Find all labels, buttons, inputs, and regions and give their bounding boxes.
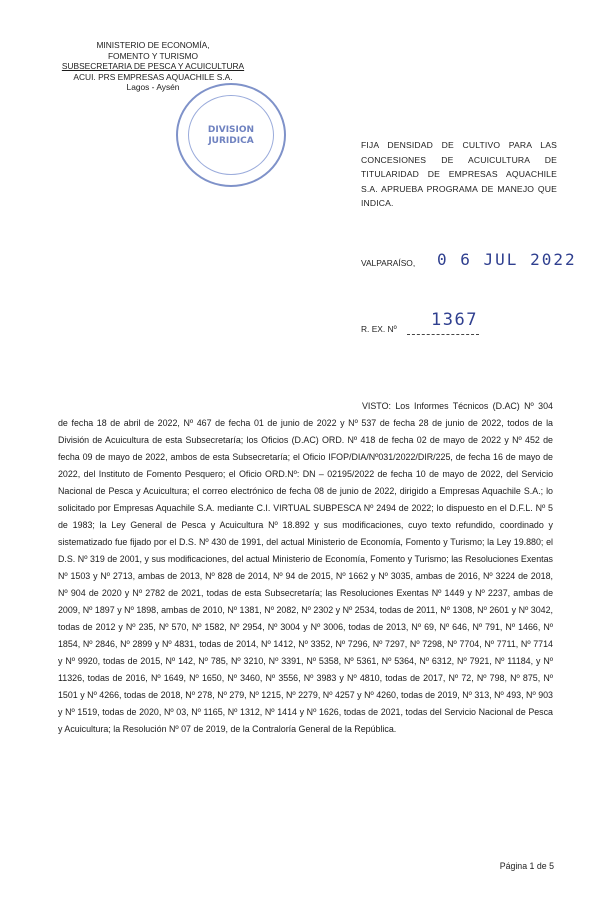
resolution-label: R. EX. Nº xyxy=(361,324,397,334)
header-ministry: MINISTERIO DE ECONOMÍA, xyxy=(96,40,210,50)
resolution-number-block xyxy=(361,310,561,340)
page-number: Página 1 de 5 xyxy=(499,861,554,871)
date-stamp: 0 6 JUL 2022 xyxy=(437,250,577,269)
place-date xyxy=(361,250,581,280)
stamp-text xyxy=(178,125,284,147)
resolution-number: 1367 xyxy=(431,310,478,330)
division-juridica-stamp xyxy=(176,83,286,187)
header-reference: ACUI. PRS EMPRESAS AQUACHILE S.A. xyxy=(73,71,233,82)
resolution-underline xyxy=(407,334,479,335)
place-label: VALPARAÍSO, xyxy=(361,258,416,268)
stamp-line-2: JURIDICA xyxy=(208,136,254,146)
header-ministry-sub: FOMENTO Y TURISMO xyxy=(107,50,199,61)
stamp-line-1: DIVISION xyxy=(207,125,255,135)
header-subsecretaria: SUBSECRETARIA DE PESCA Y ACUICULTURA xyxy=(61,61,245,72)
header-region: Lagos - Aysén xyxy=(126,82,180,93)
resolution-subject: FIJA DENSIDAD DE CULTIVO PARA LAS CONCESIONES DE ACUICULTURA DE TITULARIDAD DE EMPRESAS AQUACHILE S.A. APRUEBA PROGRAMA DE MANEJO QUE INDICA. xyxy=(361,140,557,208)
visto-paragraph: VISTO: Los Informes Técnicos (D.AC) Nº 304 de fecha 18 de abril de 2022, Nº 467 de fecha 01 de junio de 2022 y Nº 537 de fecha 28 de junio de 2022, todos de la División de Acuicultura de esta Subsecretaría; los Oficios (D.AC) ORD. Nº 418 de fecha 02 de mayo de 2022 y Nº 452 de fecha 09 de mayo de 2022, ambos de esta Subsecretaría; el Oficio IFOP/DIA/Nº031/2022/DIR/225, de fecha 16 de mayo de 2022, del Instituto de Fomento Pesquero; el Oficio ORD.Nº: DN – 02195/2022 de fecha 10 de mayo de 2022, del Servicio Nacional de Pesca y Acuicultura; el correo electrónico de fecha 08 de junio de 2022, dirigido a Empresas Aquachile S.A.; lo solicitado por Empresas Aquachile S.A. mediante C.I. VIRTUAL SUBPESCA Nº 2494 de 2022; lo dispuesto en el D.F.L. Nº 5 de 1983; la Ley General de Pesca y Acuicultura Nº 18.892 y sus modificaciones, cuyo texto refundido, coordinado y sistematizado fue fijado por el D.S. Nº 430 de 1991, del actual Ministerio de Economía, Fomento y Turismo; la Ley 19.880; el D.S. Nº 319 de 2001, y sus modificaciones, del actual Ministerio de Economía, Fomento y Turismo; las Resoluciones Exentas Nº 1503 y Nº 2713, ambas de 2013, Nº 828 de 2014, Nº 94 de 2015, Nº 1662 y Nº 3035, ambas de 2016, Nº 3224 de 2018, Nº 904 de 2020 y Nº 2782 de 2021, todas de esta Subsecretaría; las Resoluciones Exentas Nº 1449 y Nº 2237, ambas de 2009, Nº 1897 y Nº 1898, ambas de 2010, Nº 1381, Nº 2082, Nº 2302 y Nº 2534, todas de 2011, Nº 1308, Nº 2601 y Nº 3042, todas de 2012 y Nº 235, Nº 570, Nº 1582, Nº 2954, Nº 3004 y Nº 3006, todas de 2013, Nº 69, Nº 646, Nº 791, Nº 1466, Nº 1854, Nº 2846, Nº 2899 y Nº 4831, todas de 2014, Nº 1412, Nº 3352, Nº 7296, Nº 7297, Nº 7298, Nº 7704, Nº 7711, Nº 7714 y Nº 9920, todas de 2015, Nº 142, Nº 785, Nº 3210, Nº 3391, Nº 5358, Nº 5361, Nº 5364, Nº 6312, Nº 7921, Nº 11184, y Nº 11326, todas de 2016, Nº 1649, Nº 1650, Nº 3460, Nº 3556, Nº 3983 y Nº 4810, todas de 2017, Nº 72, Nº 798, Nº 875, Nº 1501 y Nº 4266, todas de 2018, Nº 278, Nº 279, Nº 1215, Nº 2279, Nº 4257 y Nº 4260, todas de 2019, Nº 313, Nº 493, Nº 903 y Nº 1519, todas de 2020, Nº 03, Nº 1165, Nº 1312, Nº 1414 y Nº 1626, todas de 2021, todas del Servicio Nacional de Pesca y Acuicultura; la Resolución Nº 07 de 2019, de la Contraloría General de la República. xyxy=(58,401,553,734)
